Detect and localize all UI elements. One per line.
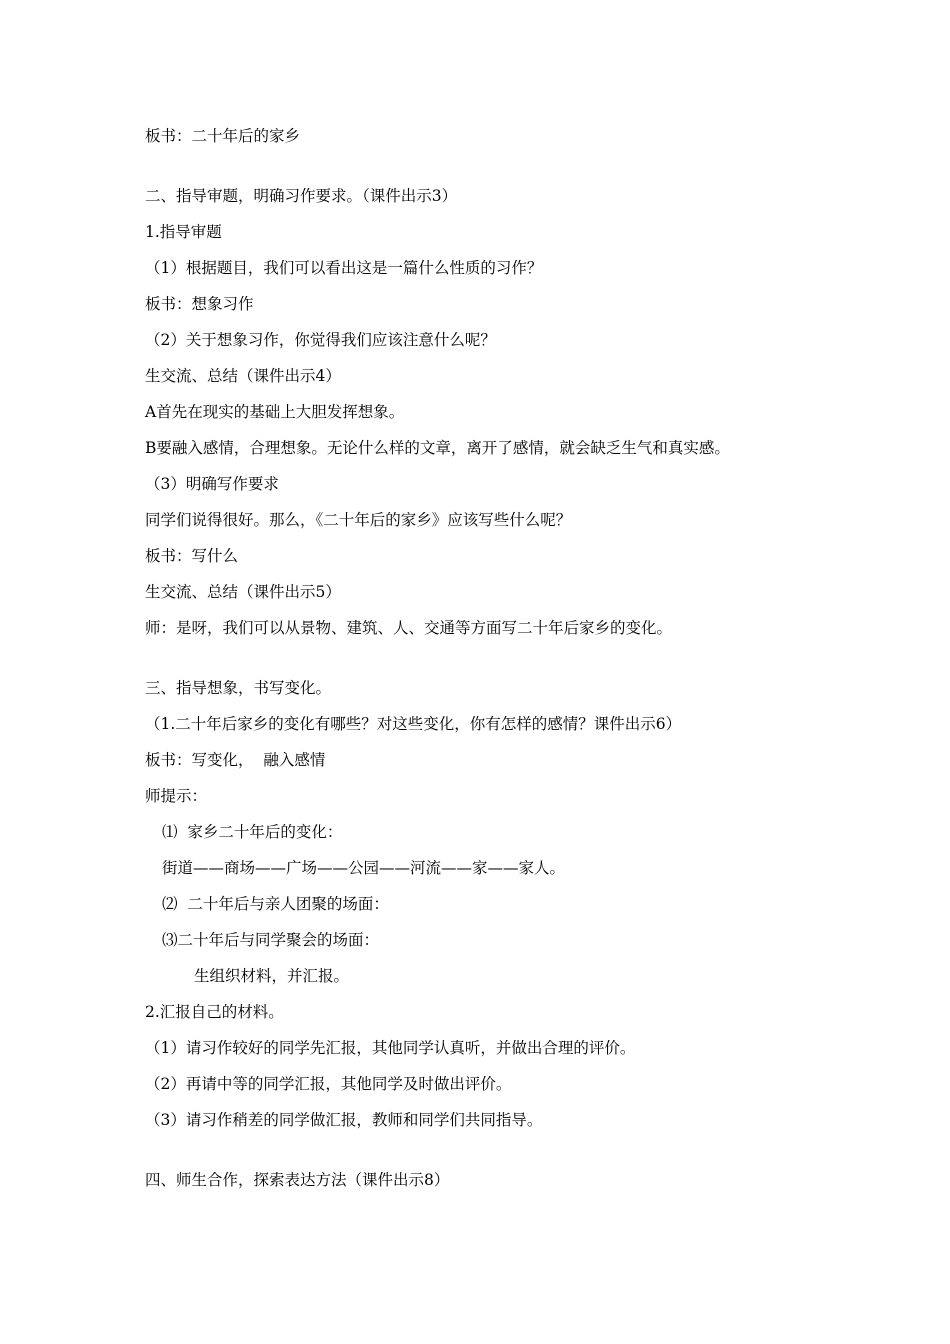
subsection-heading: 2.汇报自己的材料。 bbox=[145, 1003, 284, 1021]
paragraph: 师提示： bbox=[145, 787, 208, 805]
subsection-heading: 1.指导审题 bbox=[145, 223, 222, 241]
board-note-title: 板书：二十年后的家乡 bbox=[145, 127, 301, 145]
section-2-heading: 二、指导审题，明确习作要求。（课件出示3） bbox=[145, 187, 458, 205]
paragraph: 同学们说得很好。那么，《二十年后的家乡》应该写些什么呢？ bbox=[145, 511, 572, 529]
section-3-heading: 三、指导想象，书写变化。 bbox=[145, 679, 332, 697]
paragraph: 生交流、总结（课件出示4） bbox=[145, 367, 341, 385]
question-line: （2）关于想象习作，你觉得我们应该注意什么呢？ bbox=[145, 331, 496, 349]
paragraph: （1.二十年后家乡的变化有哪些？对这些变化，你有怎样的感情？课件出示6） bbox=[145, 715, 682, 733]
list-item: ⑴ 家乡二十年后的变化： bbox=[162, 823, 343, 841]
board-note: 板书：写什么 bbox=[145, 547, 239, 565]
paragraph: （2）再请中等的同学汇报，其他同学及时做出评价。 bbox=[145, 1075, 512, 1093]
list-item-detail: 街道——商场——广场——公园——河流——家——家人。 bbox=[162, 859, 566, 877]
paragraph: （3）请习作稍差的同学做汇报，教师和同学们共同指导。 bbox=[145, 1111, 543, 1129]
paragraph: 生组织材料，并汇报。 bbox=[194, 967, 350, 985]
section-4-heading: 四、师生合作，探索表达方法（课件出示8） bbox=[145, 1171, 450, 1189]
board-note: 板书：想象习作 bbox=[145, 295, 254, 313]
question-line: （3）明确写作要求 bbox=[145, 475, 279, 493]
paragraph: 生交流、总结（课件出示5） bbox=[145, 583, 341, 601]
board-note: 板书：写变化， 融入感情 bbox=[145, 751, 326, 769]
list-item: ⑵ 二十年后与亲人团聚的场面： bbox=[162, 895, 389, 913]
question-line: （1）根据题目，我们可以看出这是一篇什么性质的习作？ bbox=[145, 259, 543, 277]
paragraph: （1）请习作较好的同学先汇报，其他同学认真听，并做出合理的评价。 bbox=[145, 1039, 636, 1057]
paragraph: A首先在现实的基础上大胆发挥想象。 bbox=[145, 403, 405, 421]
paragraph: B要融入感情，合理想象。无论什么样的文章，离开了感情，就会缺乏生气和真实感。 bbox=[145, 439, 730, 457]
list-item: ⑶二十年后与同学聚会的场面： bbox=[162, 931, 380, 949]
paragraph: 师：是呀，我们可以从景物、建筑、人、交通等方面写二十年后家乡的变化。 bbox=[145, 619, 673, 637]
